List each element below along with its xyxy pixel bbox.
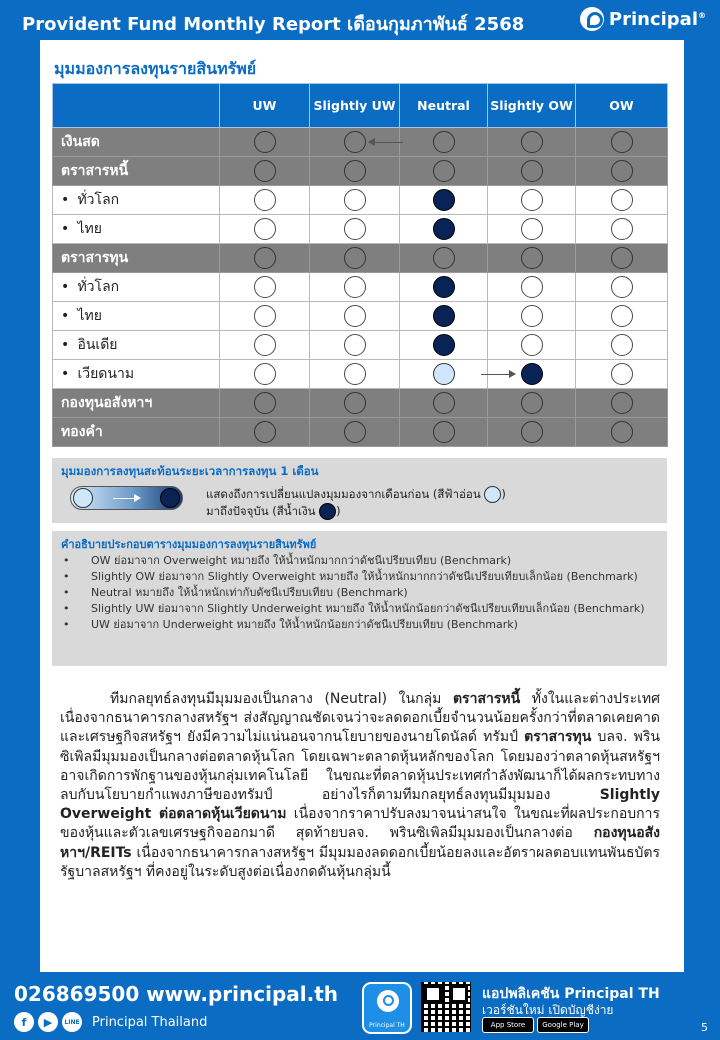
rating-cell-wrap (310, 418, 399, 446)
rating-cell (220, 418, 310, 447)
bullet-icon: • (61, 366, 70, 382)
emphasis-fixed-income: ตราสารหนี้ (452, 691, 521, 707)
current-rating-dot (433, 305, 455, 327)
rating-dot (344, 392, 366, 414)
rating-cell-wrap (220, 244, 309, 272)
rating-cell (576, 128, 668, 157)
rating-dot (611, 218, 633, 240)
rating-cell-wrap (576, 128, 667, 156)
column-header: OW (576, 84, 668, 128)
report-page (40, 40, 684, 972)
rating-cell (400, 389, 488, 418)
page-number: 5 (701, 1021, 708, 1034)
rating-cell (220, 128, 310, 157)
rating-cell-wrap (310, 157, 399, 185)
list-item: • Slightly OW ย่อมาจาก Slightly Overweight หมายถึง ให้น้ำหนักมากกว่าดัชนีเปรียบเทียบเล็กน้อย (Benchmark) (61, 569, 658, 585)
rating-cell (310, 244, 400, 273)
rating-cell-wrap (488, 215, 575, 243)
app-store-badge[interactable]: App Store (482, 1017, 534, 1033)
current-rating-dot (521, 363, 543, 385)
rating-cell (488, 331, 576, 360)
rating-cell-wrap (576, 302, 667, 330)
rating-dot (254, 421, 276, 443)
qr-code-icon (421, 982, 471, 1032)
youtube-icon[interactable]: ▶ (38, 1012, 58, 1032)
rating-cell-wrap (310, 186, 399, 214)
section-title: มุมมองการลงทุนรายสินทรัพย์ (54, 59, 257, 78)
rating-dot (344, 421, 366, 443)
light-blue-dot-icon (484, 486, 501, 503)
rating-cell-wrap (488, 157, 575, 185)
bullet-icon: • (61, 192, 70, 208)
app-icon[interactable] (362, 982, 412, 1034)
asset-label-text: ไทย (77, 308, 102, 324)
current-rating-dot (433, 218, 455, 240)
rating-cell (576, 273, 668, 302)
rating-cell-wrap (310, 360, 399, 388)
rating-dot (521, 160, 543, 182)
rating-cell-wrap (220, 186, 309, 214)
rating-cell (576, 302, 668, 331)
rating-cell-wrap (488, 273, 575, 301)
rating-cell (310, 157, 400, 186)
asset-label (53, 360, 220, 389)
rating-cell (400, 128, 488, 157)
report-title: Provident Fund Monthly Report เดือนกุมภาพันธ์ 2568 (22, 14, 525, 35)
rating-dot (521, 131, 543, 153)
previous-rating-dot (433, 363, 455, 385)
rating-cell-wrap (576, 157, 667, 185)
rating-cell (220, 244, 310, 273)
rating-dot (254, 334, 276, 356)
rating-cell (576, 244, 668, 273)
arrow-left-icon (369, 142, 403, 143)
explanation-title: คำอธิบายประกอบตารางมุมมองการลงทุนรายสินทรัพย์ (61, 538, 317, 551)
table-row (53, 273, 668, 302)
rating-cell (310, 186, 400, 215)
previous-view-dot (73, 488, 93, 508)
rating-cell-wrap (576, 331, 667, 359)
asset-label (53, 215, 220, 244)
rating-dot (344, 218, 366, 240)
list-item: • UW ย่อมาจาก Underweight หมายถึง ให้น้ำหนักน้อยกว่าดัชนีเปรียบเทียบ (Benchmark) (61, 617, 658, 633)
rating-cell-wrap (576, 244, 667, 272)
rating-dot (611, 247, 633, 269)
table-row (53, 186, 668, 215)
rating-cell-wrap (400, 215, 487, 243)
asset-label-text: ทองคำ (61, 424, 103, 440)
rating-cell (400, 215, 488, 244)
rating-cell-wrap (576, 186, 667, 214)
rating-dot (611, 363, 633, 385)
asset-label-text: ทั่วโลก (77, 192, 120, 208)
asset-label (53, 157, 220, 186)
change-indicator-graphic (70, 486, 183, 510)
current-rating-dot (433, 334, 455, 356)
emphasis-reits: กองทุนอสังหาฯ/REITs (60, 825, 660, 861)
list-item: • OW ย่อมาจาก Overweight หมายถึง ให้น้ำหนักมากกว่าดัชนีเปรียบเทียบ (Benchmark) (61, 553, 658, 569)
rating-cell-wrap (576, 215, 667, 243)
rating-cell (488, 215, 576, 244)
dark-blue-dot-icon (319, 503, 336, 520)
rating-dot (521, 305, 543, 327)
rating-cell (310, 418, 400, 447)
asset-label (53, 418, 220, 447)
rating-cell (310, 389, 400, 418)
rating-cell (310, 331, 400, 360)
rating-cell (488, 157, 576, 186)
table-row (53, 389, 668, 418)
rating-dot (611, 160, 633, 182)
bullet-icon: • (61, 279, 70, 295)
rating-cell-wrap (488, 128, 575, 156)
asset-label (53, 331, 220, 360)
rating-dot (611, 131, 633, 153)
rating-cell-wrap (488, 331, 575, 359)
rating-cell-wrap (576, 273, 667, 301)
list-item: • Slightly UW ย่อมาจาก Slightly Underweight หมายถึง ให้น้ำหนักน้อยกว่าดัชนีเปรียบเทียบเล็กน้อย (Benchmark) (61, 601, 658, 617)
rating-dot (344, 276, 366, 298)
rating-cell (400, 302, 488, 331)
allocation-table (52, 83, 668, 447)
rating-dot (611, 276, 633, 298)
rating-cell-wrap (220, 331, 309, 359)
asset-label-text: ไทย (77, 221, 102, 237)
app-title: แอปพลิเคชัน Principal TH (482, 986, 660, 1002)
rating-cell (400, 418, 488, 447)
table-header-row (53, 84, 668, 128)
table-row (53, 302, 668, 331)
rating-cell (400, 186, 488, 215)
rating-cell-wrap (220, 418, 309, 446)
rating-cell-wrap (220, 215, 309, 243)
column-header: UW (220, 84, 310, 128)
asset-label-text: เงินสด (61, 134, 100, 150)
rating-dot (254, 160, 276, 182)
footer (0, 972, 720, 1040)
principal-app-logo-icon (377, 990, 399, 1012)
principal-logo (580, 7, 706, 31)
column-header: Slightly OW (488, 84, 576, 128)
current-rating-dot (433, 421, 455, 443)
rating-cell (488, 418, 576, 447)
rating-cell-wrap (400, 244, 487, 272)
rating-cell (576, 186, 668, 215)
rating-cell-wrap (220, 302, 309, 330)
current-rating-dot (433, 247, 455, 269)
rating-dot (521, 247, 543, 269)
rating-cell (488, 244, 576, 273)
asset-label-text: ทั่วโลก (77, 279, 120, 295)
rating-cell (576, 418, 668, 447)
rating-cell-wrap (400, 360, 487, 388)
rating-cell-wrap (400, 186, 487, 214)
rating-dot (254, 189, 276, 211)
header-bar (0, 0, 720, 40)
social-brand: Principal Thailand (92, 1014, 208, 1030)
rating-dot (344, 247, 366, 269)
current-rating-dot (433, 160, 455, 182)
asset-label-text: ตราสารทุน (61, 250, 129, 266)
principal-logo-text: Principal® (608, 8, 706, 30)
rating-cell (488, 186, 576, 215)
rating-cell-wrap (576, 389, 667, 417)
asset-label-text: เวียดนาม (77, 366, 135, 382)
asset-label (53, 273, 220, 302)
rating-cell (220, 273, 310, 302)
rating-dot (344, 189, 366, 211)
bullet-icon: • (61, 221, 70, 237)
rating-cell (220, 331, 310, 360)
rating-cell-wrap (400, 128, 487, 156)
rating-dot (344, 334, 366, 356)
rating-dot (254, 305, 276, 327)
rating-cell-wrap (488, 389, 575, 417)
app-icon-label: Principal TH (369, 1022, 405, 1029)
explanation-box (52, 531, 667, 666)
rating-cell (400, 273, 488, 302)
rating-cell-wrap (488, 360, 575, 388)
rating-cell (576, 157, 668, 186)
commentary-paragraph: ทีมกลยุทธ์ลงทุนมีมุมมองเป็นกลาง (Neutral) ในกลุ่ม ตราสารหนี้ ทั้งในและต่างประเทศ เนื่องจากธนาคารกลางสหรัฐฯ ส่งสัญญาณชัดเจนว่าจะลดดอกเบี้ยจำนวนน้อยครั้งกว่าที่ตลาดเคยคาด และเศรษฐกิจสหรัฐฯ ยังมีความไม่แน่นอนจากนโยบายของนายโดนัลด์ ทรัมป์ ตราสารทุน บลจ. พรินซิเพิลมีมุมมองเป็นกลางต่อตลาดหุ้นโลก โดยเฉพาะตลาดหุ้นหลักของโลก โดยมองว่าตลาดหุ้นสหรัฐฯ อาจเกิดการพักฐานของหุ้นกลุ่มเทคโนโลยี ในขณะที่ตลาดหุ้นประเทศกำลังพัฒนาก็ได้ผลกระทบทางลบกับนโยบายกำแพงภาษีของทรัมป์ อย่างไรก็ตามทีมกลยุทธ์ลงทุนมีมุมมอง Slightly Overweight ต่อตลาดหุ้นเวียดนาม เนื่องจากราคาปรับลงมาจนน่าสนใจ ในขณะที่ผลประกอบการของหุ้นและตัวเลขเศรษฐกิจออกมาดี สุดท้ายบลจ. พรินซิเพิลมีมุมมองเป็นกลางต่อ กองทุนอสังหาฯ/REITs เนื่องจากธนาคารกลางสหรัฐฯ มีมุมมองลดดอกเบี้ยน้อยลงและอัตราผลตอบแทนพันธบัตรรัฐบาลสหรัฐฯ ที่คงอยู่ในระดับสูงต่อเนื่องกดดันหุ้นกลุ่มนี้ (60, 691, 661, 880)
rating-cell (488, 273, 576, 302)
rating-dot (521, 189, 543, 211)
rating-cell-wrap (220, 128, 309, 156)
table-row (53, 360, 668, 389)
rating-dot (521, 421, 543, 443)
rating-cell (400, 331, 488, 360)
column-header: Neutral (400, 84, 488, 128)
current-rating-dot (433, 392, 455, 414)
asset-label-text: อินเดีย (77, 337, 118, 353)
rating-cell (310, 302, 400, 331)
asset-label (53, 128, 220, 157)
rating-cell-wrap (400, 273, 487, 301)
rating-cell (488, 128, 576, 157)
rating-cell (576, 389, 668, 418)
table-row (53, 157, 668, 186)
rating-cell-wrap (310, 215, 399, 243)
rating-dot (611, 334, 633, 356)
rating-cell-wrap (400, 302, 487, 330)
previous-rating-dot (433, 131, 455, 153)
rating-dot (344, 160, 366, 182)
table-row (53, 244, 668, 273)
rating-cell (310, 215, 400, 244)
asset-label-text: ตราสารหนี้ (61, 163, 129, 179)
rating-cell-wrap (220, 157, 309, 185)
rating-cell (310, 273, 400, 302)
rating-cell-wrap (576, 418, 667, 446)
explanation-list (61, 553, 658, 633)
bullet-icon: • (61, 308, 70, 324)
rating-cell (220, 215, 310, 244)
rating-cell-wrap (400, 331, 487, 359)
social-links (14, 1012, 207, 1032)
rating-cell-wrap (400, 418, 487, 446)
facebook-icon[interactable]: f (14, 1012, 34, 1032)
rating-dot (521, 218, 543, 240)
rating-cell (220, 186, 310, 215)
rating-cell (220, 157, 310, 186)
emphasis-vietnam: Slightly Overweight ต่อตลาดหุ้นเวียดนาม (60, 787, 660, 823)
asset-label (53, 186, 220, 215)
rating-cell-wrap (310, 244, 399, 272)
rating-cell-wrap (400, 157, 487, 185)
rating-cell-wrap (488, 186, 575, 214)
bullet-icon: • (61, 337, 70, 353)
rating-cell-wrap (310, 302, 399, 330)
rating-dot (254, 218, 276, 240)
line-icon[interactable]: LINE (62, 1012, 82, 1032)
table-row (53, 128, 668, 157)
rating-cell-wrap (400, 389, 487, 417)
table-row (53, 215, 668, 244)
rating-cell (576, 360, 668, 389)
emphasis-equity: ตราสารทุน (524, 729, 592, 746)
rating-cell-wrap (310, 331, 399, 359)
column-header: Slightly UW (310, 84, 400, 128)
rating-dot (611, 392, 633, 414)
rating-cell (310, 360, 400, 389)
app-subtitle: เวอร์ชันใหม่ เปิดบัญชีง่าย (482, 1003, 614, 1017)
rating-dot (254, 247, 276, 269)
rating-cell (220, 302, 310, 331)
current-rating-dot (344, 131, 366, 153)
rating-cell (576, 215, 668, 244)
google-play-badge[interactable]: Google Play (537, 1017, 589, 1033)
rating-dot (521, 276, 543, 298)
current-rating-dot (433, 276, 455, 298)
principal-logo-icon (580, 7, 604, 31)
table-header-blank (53, 84, 220, 128)
rating-cell (400, 360, 488, 389)
rating-dot (254, 363, 276, 385)
rating-dot (254, 276, 276, 298)
rating-cell-wrap (220, 360, 309, 388)
rating-dot (611, 305, 633, 327)
rating-cell (220, 389, 310, 418)
rating-cell (488, 302, 576, 331)
list-item: • Neutral หมายถึง ให้น้ำหนักเท่ากับดัชนีเปรียบเทียบ (Benchmark) (61, 585, 658, 601)
rating-cell-wrap (310, 273, 399, 301)
legend-line-current: มาถึงปัจจุบัน (สีน้ำเงิน ) (206, 504, 341, 518)
legend-line-previous: แสดงถึงการเปลี่ยนแปลงมุมมองจากเดือนก่อน (สีฟ้าอ่อน ) (206, 487, 506, 501)
rating-cell-wrap (576, 360, 667, 388)
rating-cell-wrap (488, 302, 575, 330)
rating-cell (400, 244, 488, 273)
table-row (53, 418, 668, 447)
rating-dot (521, 392, 543, 414)
current-view-dot (160, 488, 180, 508)
legend-box (52, 458, 667, 523)
rating-cell-wrap (310, 389, 399, 417)
asset-label (53, 302, 220, 331)
rating-cell (488, 360, 576, 389)
contact-phone-web[interactable]: 026869500 www.principal.th (14, 982, 339, 1006)
rating-cell-wrap (220, 273, 309, 301)
rating-dot (344, 363, 366, 385)
arrow-right-icon (113, 498, 139, 499)
current-rating-dot (433, 189, 455, 211)
asset-label (53, 244, 220, 273)
rating-cell-wrap (488, 418, 575, 446)
rating-dot (611, 421, 633, 443)
rating-cell (220, 360, 310, 389)
legend-title: มุมมองการลงทุนสะท้อนระยะเวลาการลงทุน 1 เดือน (61, 464, 319, 478)
rating-dot (521, 334, 543, 356)
rating-dot (254, 131, 276, 153)
rating-cell (576, 331, 668, 360)
rating-dot (611, 189, 633, 211)
rating-cell-wrap (220, 389, 309, 417)
rating-cell (400, 157, 488, 186)
rating-cell-wrap (488, 244, 575, 272)
table-row (53, 331, 668, 360)
rating-dot (254, 392, 276, 414)
rating-dot (344, 305, 366, 327)
asset-label (53, 389, 220, 418)
rating-cell (488, 389, 576, 418)
asset-label-text: กองทุนอสังหาฯ (61, 395, 153, 411)
